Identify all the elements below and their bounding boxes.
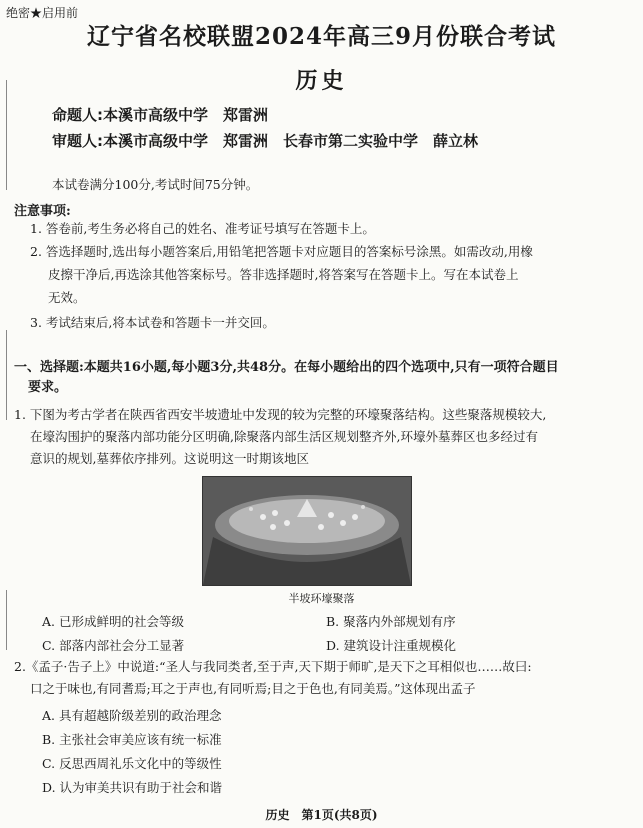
binding-line-middle — [6, 330, 7, 420]
q1-option-a[interactable]: A. 已形成鲜明的社会等级 — [42, 614, 184, 629]
question-2 — [14, 656, 634, 700]
setter-line: 命题人:本溪市高级中学 郑雷洲 — [52, 106, 269, 124]
binding-line-top — [6, 80, 7, 190]
question-2-line1: 2.《孟子·告子上》中说道:“圣人与我同类者,至于声,天下期于师旷,是天下之耳相似也……故曰: — [14, 659, 532, 674]
q2-option-c[interactable]: C. 反思西周礼乐文化中的等级性 — [42, 756, 222, 771]
notice-title: 注意事项: — [14, 204, 71, 219]
notice-item-2-end: 无效。 — [48, 290, 86, 305]
page-footer: 历史 第1页(共8页) — [265, 808, 378, 822]
reviewer-line: 审题人:本溪市高级中学 郑雷洲 长春市第二实验中学 薛立林 — [52, 132, 479, 150]
banpo-settlement-photo — [202, 476, 412, 586]
subject-title: 历史 — [295, 68, 348, 94]
notice-item-1: 1. 答卷前,考生务必将自己的姓名、准考证号填写在答题卡上。 — [30, 221, 375, 236]
q2-option-b[interactable]: B. 主张社会审美应该有统一标准 — [42, 732, 222, 747]
question-1-line3: 意识的规划,墓葬依序排列。这说明这一时期该地区 — [30, 451, 309, 466]
q2-option-a[interactable]: A. 具有超越阶级差别的政治理念 — [42, 708, 222, 723]
section-heading-line1: 一、选择题:本题共16小题,每小题3分,共48分。在每小题给出的四个选项中,只有一项符合题目 — [14, 360, 559, 375]
notice-item-3: 3. 考试结束后,将本试卷和答题卡一并交回。 — [30, 315, 275, 330]
score-info: 本试卷满分100分,考试时间75分钟。 — [52, 177, 259, 192]
question-2-line2: 口之于味也,有同耆焉;耳之于声也,有同听焉;目之于色也,有同美焉。”这体现出孟子 — [30, 681, 476, 696]
notice-item-2: 2. 答选择题时,选出每小题答案后,用铅笔把答题卡对应题目的答案标号涂黑。如需改动,用橡 — [30, 244, 533, 259]
question-1-line1: 1. 下图为考古学者在陕西省西安半坡遗址中发现的较为完整的环壕聚落结构。这些聚落规模较大, — [14, 407, 547, 422]
q1-option-d[interactable]: D. 建筑设计注重规模化 — [326, 638, 457, 653]
section-heading-line2: 要求。 — [28, 380, 68, 395]
q1-option-b[interactable]: B. 聚落内外部规划有序 — [326, 614, 456, 629]
confidential-mark: 绝密★启用前 — [6, 6, 79, 20]
q1-option-c[interactable]: C. 部落内部社会分工显著 — [42, 638, 185, 653]
section-heading — [14, 358, 614, 398]
notice-item-2-cont: 皮擦干净后,再选涂其他答案标号。答非选择题时,将答案写在答题卡上。写在本试卷上 — [48, 267, 519, 282]
question-1 — [14, 404, 634, 470]
exam-title: 辽宁省名校联盟2024年高三9月份联合考试 — [86, 23, 557, 50]
photo-caption: 半坡环壕聚落 — [288, 592, 355, 605]
settlement-illustration — [203, 477, 411, 585]
q2-option-d[interactable]: D. 认为审美共识有助于社会和谐 — [42, 780, 223, 795]
question-1-line2: 在壕沟围护的聚落内部功能分区明确,除聚落内部生活区规划整齐外,环壕外墓葬区也多经过有 — [30, 429, 538, 444]
